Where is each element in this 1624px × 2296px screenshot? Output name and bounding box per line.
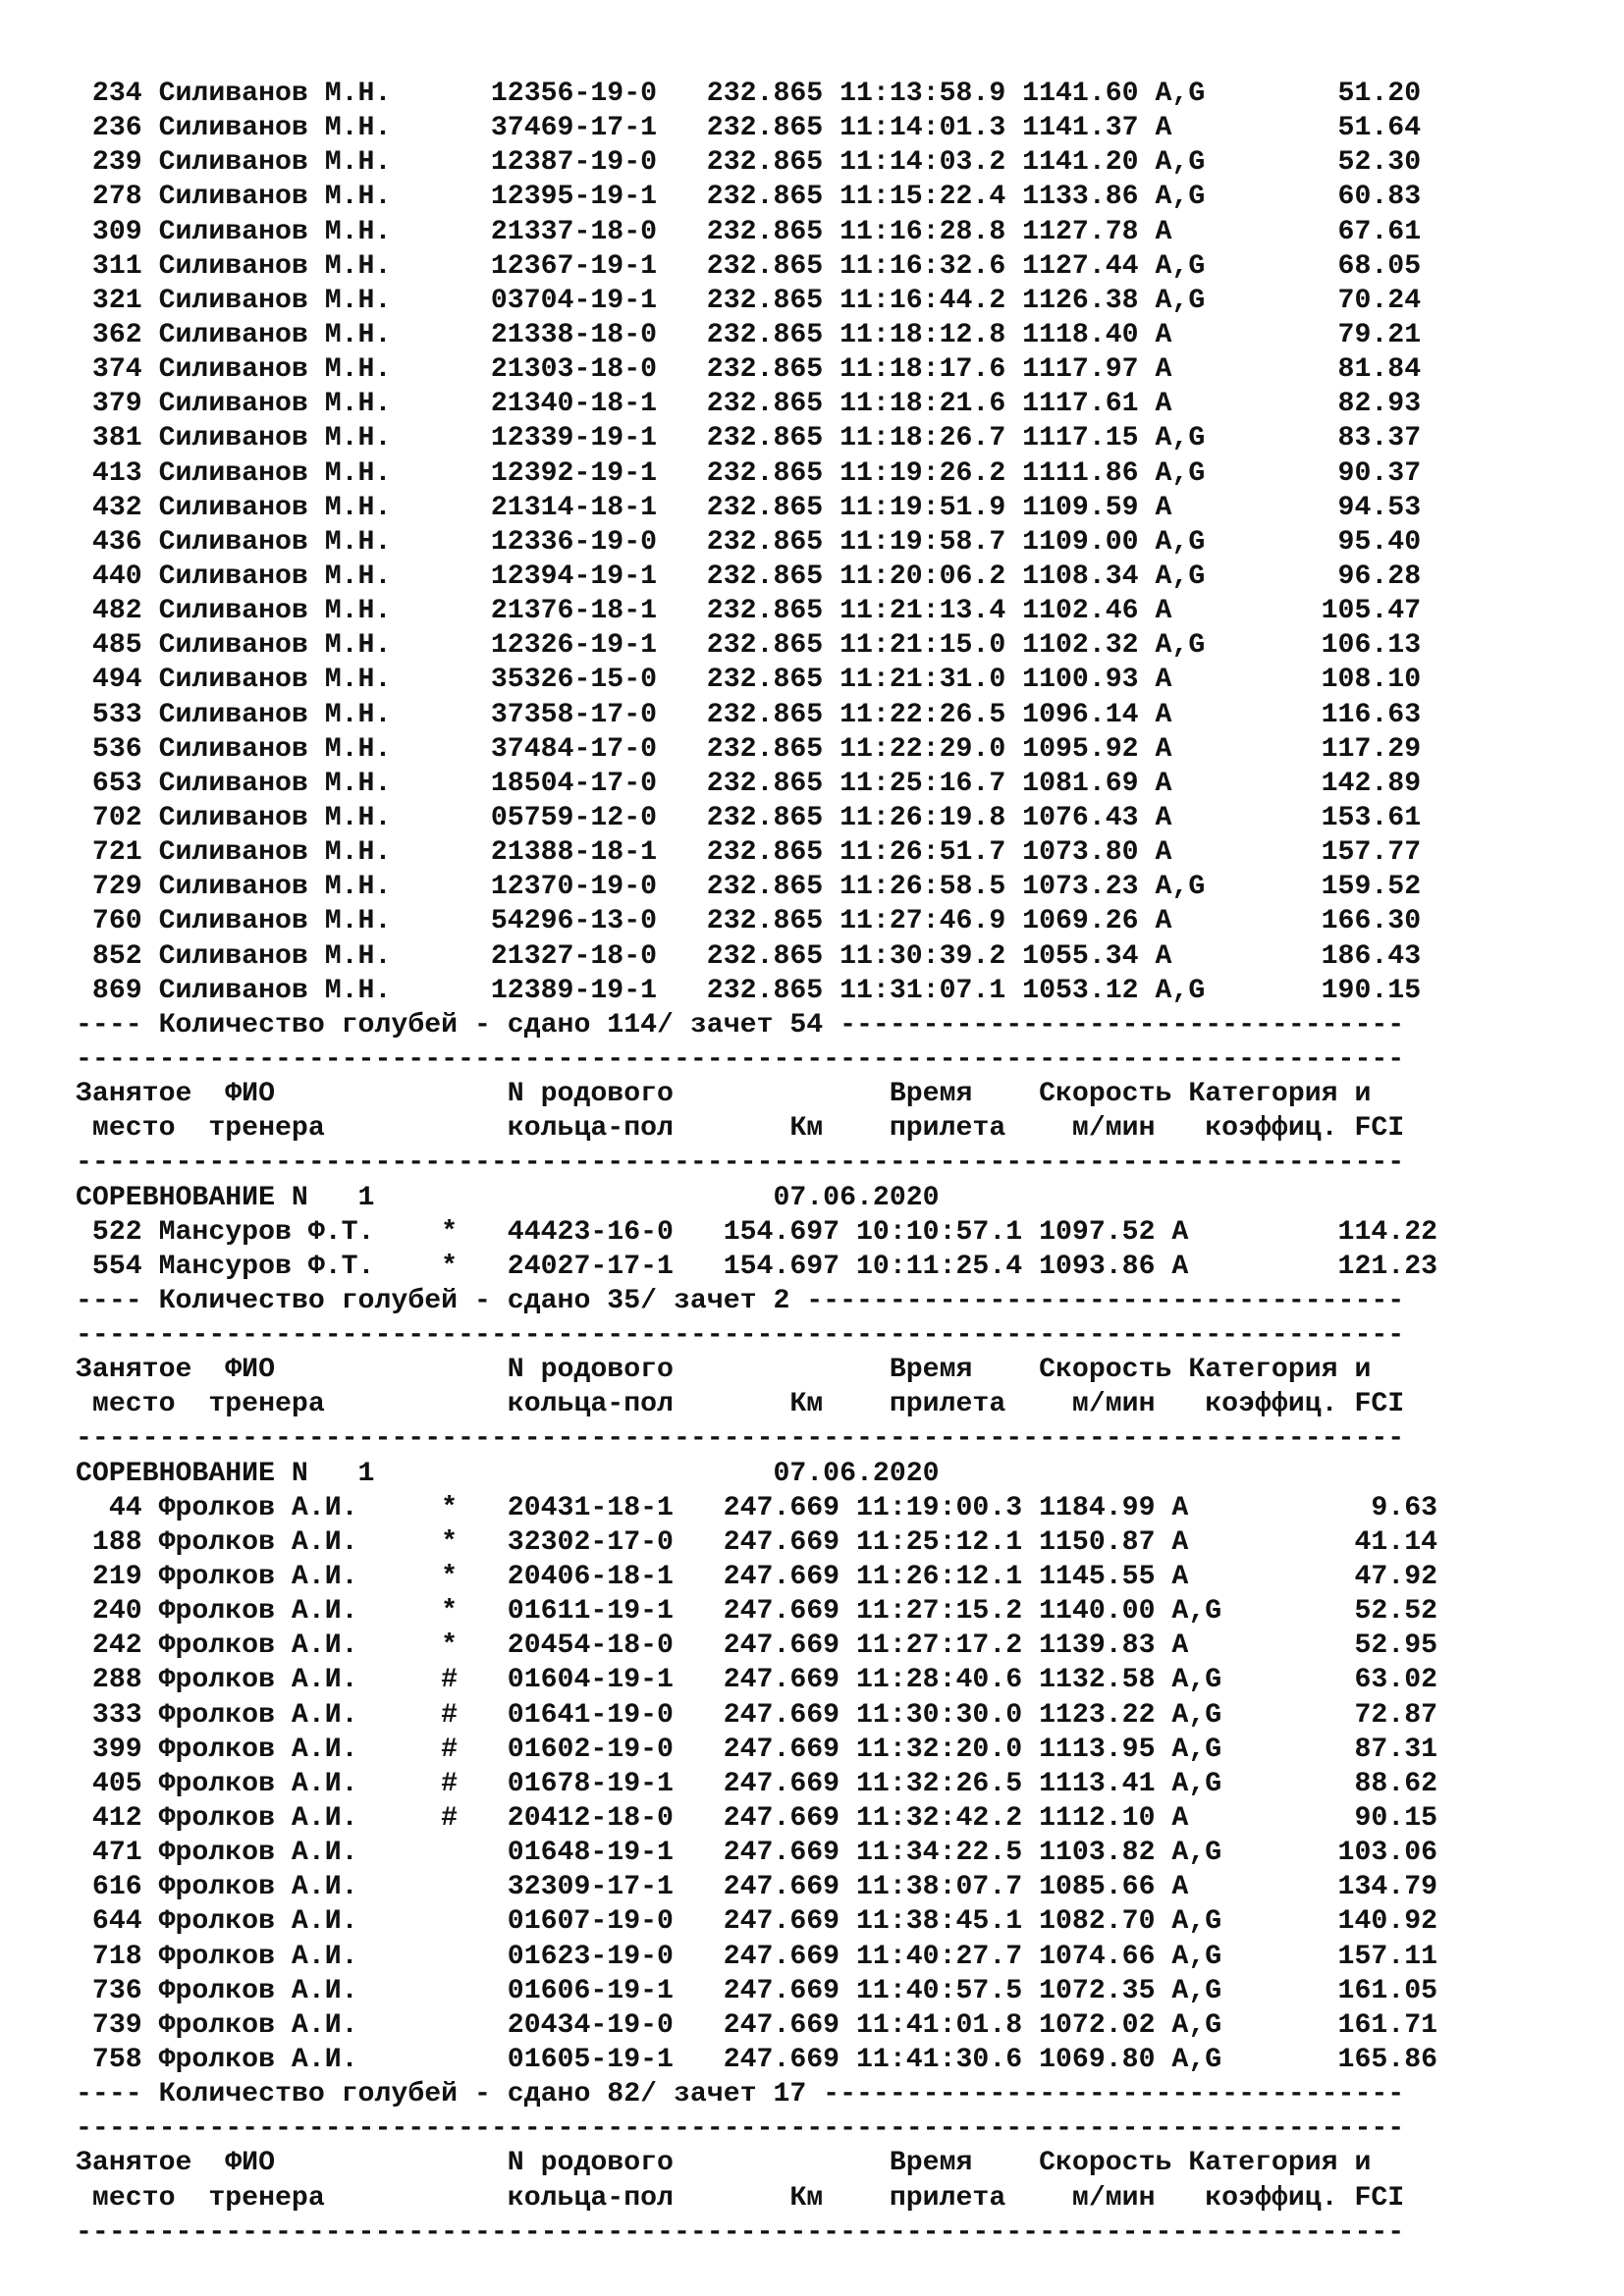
result-row: [76, 1250, 1568, 1284]
result-row-text: 311 Силиванов М.Н. 12367-19-1 232.865 11:16:32.6 1127.44 A,G 68.05: [76, 250, 1422, 282]
result-row: [76, 1594, 1568, 1629]
separator-line-text: --------------------------------------------------------------------------------: [76, 1148, 1405, 1179]
result-row-text: 536 Силиванов М.Н. 37484-17-0 232.865 11:22:29.0 1095.92 A 117.29: [76, 733, 1422, 765]
result-row-text: 721 Силиванов М.Н. 21388-18-1 232.865 11:26:51.7 1073.80 A 157.77: [76, 837, 1422, 869]
result-row: [76, 1491, 1568, 1525]
result-row-text: 718 Фролков А.И. 01623-19-0 247.669 11:40:27.7 1074.66 A,G 157.11: [76, 1941, 1438, 1972]
result-row: [76, 904, 1568, 938]
result-row: [76, 284, 1568, 318]
result-row: [76, 870, 1568, 904]
result-row-text: 852 Силиванов М.Н. 21327-18-0 232.865 11:30:39.2 1055.34 A 186.43: [76, 940, 1422, 972]
result-row-text: 644 Фролков А.И. 01607-19-0 247.669 11:38:45.1 1082.70 A,G 140.92: [76, 1906, 1438, 1938]
result-row-text: 362 Силиванов М.Н. 21338-18-0 232.865 11:18:12.8 1118.40 A 79.21: [76, 319, 1422, 350]
summary-line-text: ---- Количество голубей - сдано 35/ зачет 2 ------------------------------------: [76, 1285, 1405, 1316]
result-row: [76, 249, 1568, 284]
result-row-text: 309 Силиванов М.Н. 21337-18-0 232.865 11:16:28.8 1127.78 A 67.61: [76, 216, 1422, 247]
result-row: [76, 352, 1568, 387]
result-row: [76, 525, 1568, 560]
separator-line: [76, 1042, 1568, 1077]
result-row: [76, 835, 1568, 870]
column-header: [76, 2146, 1568, 2180]
result-row: [76, 560, 1568, 594]
result-row: [76, 2043, 1568, 2077]
separator-line-text: --------------------------------------------------------------------------------: [76, 1043, 1405, 1075]
result-row-text: 533 Силиванов М.Н. 37358-17-0 232.865 11:22:26.5 1096.14 A 116.63: [76, 699, 1422, 730]
result-row: [76, 1215, 1568, 1250]
result-row-text: 44 Фролков А.И. * 20431-18-1 247.669 11:19:00.3 1184.99 A 9.63: [76, 1492, 1438, 1523]
result-row-text: 288 Фролков А.И. # 01604-19-1 247.669 11:28:40.6 1132.58 A,G 63.02: [76, 1665, 1438, 1696]
result-row-text: 240 Фролков А.И. * 01611-19-1 247.669 11:27:15.2 1140.00 A,G 52.52: [76, 1596, 1438, 1628]
result-row-text: 278 Силиванов М.Н. 12395-19-1 232.865 11:15:22.4 1133.86 A,G 60.83: [76, 182, 1422, 213]
result-row-text: 399 Фролков А.И. # 01602-19-0 247.669 11:32:20.0 1113.95 A,G 87.31: [76, 1734, 1438, 1765]
competition-header-text: СОРЕВНОВАНИЕ N 1 07.06.2020: [76, 1458, 940, 1489]
result-row-text: 522 Мансуров Ф.Т. * 44423-16-0 154.697 10:10:57.1 1097.52 A 114.22: [76, 1216, 1438, 1248]
result-row: [76, 1904, 1568, 1939]
result-row: [76, 77, 1568, 111]
result-row-text: 321 Силиванов М.Н. 03704-19-1 232.865 11:16:44.2 1126.38 A,G 70.24: [76, 285, 1422, 316]
result-row: [76, 974, 1568, 1008]
result-row-text: 440 Силиванов М.Н. 12394-19-1 232.865 11:20:06.2 1108.34 A,G 96.28: [76, 561, 1422, 592]
result-row-text: 333 Фролков А.И. # 01641-19-0 247.669 11:30:30.0 1123.22 A,G 72.87: [76, 1699, 1438, 1731]
column-header: [76, 1353, 1568, 1387]
result-row-text: 379 Силиванов М.Н. 21340-18-1 232.865 11:18:21.6 1117.61 A 82.93: [76, 389, 1422, 420]
result-row: [76, 1974, 1568, 2008]
separator-line: [76, 1318, 1568, 1353]
result-row-text: 239 Силиванов М.Н. 12387-19-0 232.865 11:14:03.2 1141.20 A,G 52.30: [76, 147, 1422, 179]
separator-line: [76, 2216, 1568, 2250]
result-row: [76, 421, 1568, 455]
result-row-text: 405 Фролков А.И. # 01678-19-1 247.669 11:32:26.5 1113.41 A,G 88.62: [76, 1768, 1438, 1799]
result-row-text: 436 Силиванов М.Н. 12336-19-0 232.865 11:19:58.7 1109.00 A,G 95.40: [76, 526, 1422, 558]
result-row-text: 413 Силиванов М.Н. 12392-19-1 232.865 11:19:26.2 1111.86 A,G 90.37: [76, 457, 1422, 489]
competition-header-text: СОРЕВНОВАНИЕ N 1 07.06.2020: [76, 1182, 940, 1213]
separator-line: [76, 2111, 1568, 2146]
result-row: [76, 801, 1568, 835]
result-row: [76, 318, 1568, 352]
column-header-text: Занятое ФИО N родового Время Скорость Категория и: [76, 1355, 1372, 1386]
result-row: [76, 111, 1568, 145]
result-row-text: 702 Силиванов М.Н. 05759-12-0 232.865 11:26:19.8 1076.43 A 153.61: [76, 802, 1422, 833]
separator-line: [76, 1146, 1568, 1180]
competition-header: [76, 1181, 1568, 1215]
competition-header: [76, 1457, 1568, 1491]
result-row: [76, 1560, 1568, 1594]
column-header-text: Занятое ФИО N родового Время Скорость Категория и: [76, 1079, 1372, 1110]
result-row: [76, 767, 1568, 801]
column-header: [76, 1111, 1568, 1146]
column-header-text: Занятое ФИО N родового Время Скорость Категория и: [76, 2148, 1372, 2179]
result-row: [76, 145, 1568, 180]
result-row-text: 736 Фролков А.И. 01606-19-1 247.669 11:40:57.5 1072.35 A,G 161.05: [76, 1975, 1438, 2006]
result-row: [76, 594, 1568, 628]
column-header: [76, 2181, 1568, 2216]
result-row-text: 869 Силиванов М.Н. 12389-19-1 232.865 11:31:07.1 1053.12 A,G 190.15: [76, 975, 1422, 1006]
result-row: [76, 1940, 1568, 1974]
result-row-text: 653 Силиванов М.Н. 18504-17-0 232.865 11:25:16.7 1081.69 A 142.89: [76, 768, 1422, 799]
result-row-text: 554 Мансуров Ф.Т. * 24027-17-1 154.697 10:11:25.4 1093.86 A 121.23: [76, 1251, 1438, 1282]
column-header-text: место тренера кольца-пол Км прилета м/мин коэффиц. FCI: [76, 1113, 1405, 1145]
result-row-text: 485 Силиванов М.Н. 12326-19-1 232.865 11:21:15.0 1102.32 A,G 106.13: [76, 630, 1422, 662]
result-row: [76, 628, 1568, 663]
result-row: [76, 1870, 1568, 1904]
result-row-text: 494 Силиванов М.Н. 35326-15-0 232.865 11:21:31.0 1100.93 A 108.10: [76, 665, 1422, 696]
result-row-text: 412 Фролков А.И. # 20412-18-0 247.669 11:32:42.2 1112.10 A 90.15: [76, 1803, 1438, 1835]
result-row: [76, 180, 1568, 214]
result-row: [76, 939, 1568, 974]
result-row: [76, 732, 1568, 767]
result-row-text: 236 Силиванов М.Н. 37469-17-1 232.865 11:14:01.3 1141.37 A 51.64: [76, 113, 1422, 144]
result-row-text: 374 Силиванов М.Н. 21303-18-0 232.865 11:18:17.6 1117.97 A 81.84: [76, 354, 1422, 386]
result-row: [76, 491, 1568, 525]
summary-line: [76, 2077, 1568, 2111]
separator-line-text: --------------------------------------------------------------------------------: [76, 1320, 1405, 1352]
result-row: [76, 1663, 1568, 1697]
result-row: [76, 387, 1568, 421]
result-row: [76, 215, 1568, 249]
column-header: [76, 1387, 1568, 1421]
result-row-text: 739 Фролков А.И. 20434-19-0 247.669 11:41:01.8 1072.02 A,G 161.71: [76, 2009, 1438, 2041]
result-row-text: 482 Силиванов М.Н. 21376-18-1 232.865 11:21:13.4 1102.46 A 105.47: [76, 596, 1422, 627]
result-row: [76, 1525, 1568, 1560]
result-row: [76, 1767, 1568, 1801]
separator-line-text: --------------------------------------------------------------------------------: [76, 2216, 1405, 2248]
summary-line-text: ---- Количество голубей - сдано 114/ зачет 54 ----------------------------------: [76, 1009, 1405, 1041]
column-header: [76, 1077, 1568, 1111]
result-row: [76, 456, 1568, 491]
result-row: [76, 1801, 1568, 1836]
result-row-text: 234 Силиванов М.Н. 12356-19-0 232.865 11:13:58.9 1141.60 A,G 51.20: [76, 79, 1422, 109]
summary-line-text: ---- Количество голубей - сдано 82/ зачет 17 -----------------------------------: [76, 2079, 1405, 2110]
separator-line-text: --------------------------------------------------------------------------------: [76, 1423, 1405, 1455]
result-row-text: 616 Фролков А.И. 32309-17-1 247.669 11:38:07.7 1085.66 A 134.79: [76, 1872, 1438, 1903]
result-row-text: 432 Силиванов М.Н. 21314-18-1 232.865 11:19:51.9 1109.59 A 94.53: [76, 492, 1422, 523]
result-row-text: 758 Фролков А.И. 01605-19-1 247.669 11:41:30.6 1069.80 A,G 165.86: [76, 2045, 1438, 2076]
separator-line-text: --------------------------------------------------------------------------------: [76, 2113, 1405, 2145]
result-row: [76, 1836, 1568, 1870]
result-row-text: 760 Силиванов М.Н. 54296-13-0 232.865 11:27:46.9 1069.26 A 166.30: [76, 906, 1422, 937]
results-document: [76, 77, 1568, 2250]
separator-line: [76, 1421, 1568, 1456]
result-row: [76, 1733, 1568, 1767]
result-row: [76, 2008, 1568, 2043]
summary-line: [76, 1284, 1568, 1318]
result-row-text: 471 Фролков А.И. 01648-19-1 247.669 11:34:22.5 1103.82 A,G 103.06: [76, 1838, 1438, 1869]
result-row: [76, 1698, 1568, 1733]
result-row-text: 242 Фролков А.И. * 20454-18-0 247.669 11:27:17.2 1139.83 A 52.95: [76, 1630, 1438, 1662]
column-header-text: место тренера кольца-пол Км прилета м/мин коэффиц. FCI: [76, 2182, 1405, 2214]
result-row-text: 729 Силиванов М.Н. 12370-19-0 232.865 11:26:58.5 1073.23 A,G 159.52: [76, 872, 1422, 903]
result-row-text: 381 Силиванов М.Н. 12339-19-1 232.865 11:18:26.7 1117.15 A,G 83.37: [76, 423, 1422, 454]
result-row: [76, 698, 1568, 732]
result-row: [76, 1629, 1568, 1663]
result-row-text: 188 Фролков А.И. * 32302-17-0 247.669 11:25:12.1 1150.87 A 41.14: [76, 1526, 1438, 1558]
summary-line: [76, 1008, 1568, 1042]
column-header-text: место тренера кольца-пол Км прилета м/мин коэффиц. FCI: [76, 1389, 1405, 1420]
result-row: [76, 663, 1568, 697]
result-row-text: 219 Фролков А.И. * 20406-18-1 247.669 11:26:12.1 1145.55 A 47.92: [76, 1562, 1438, 1593]
